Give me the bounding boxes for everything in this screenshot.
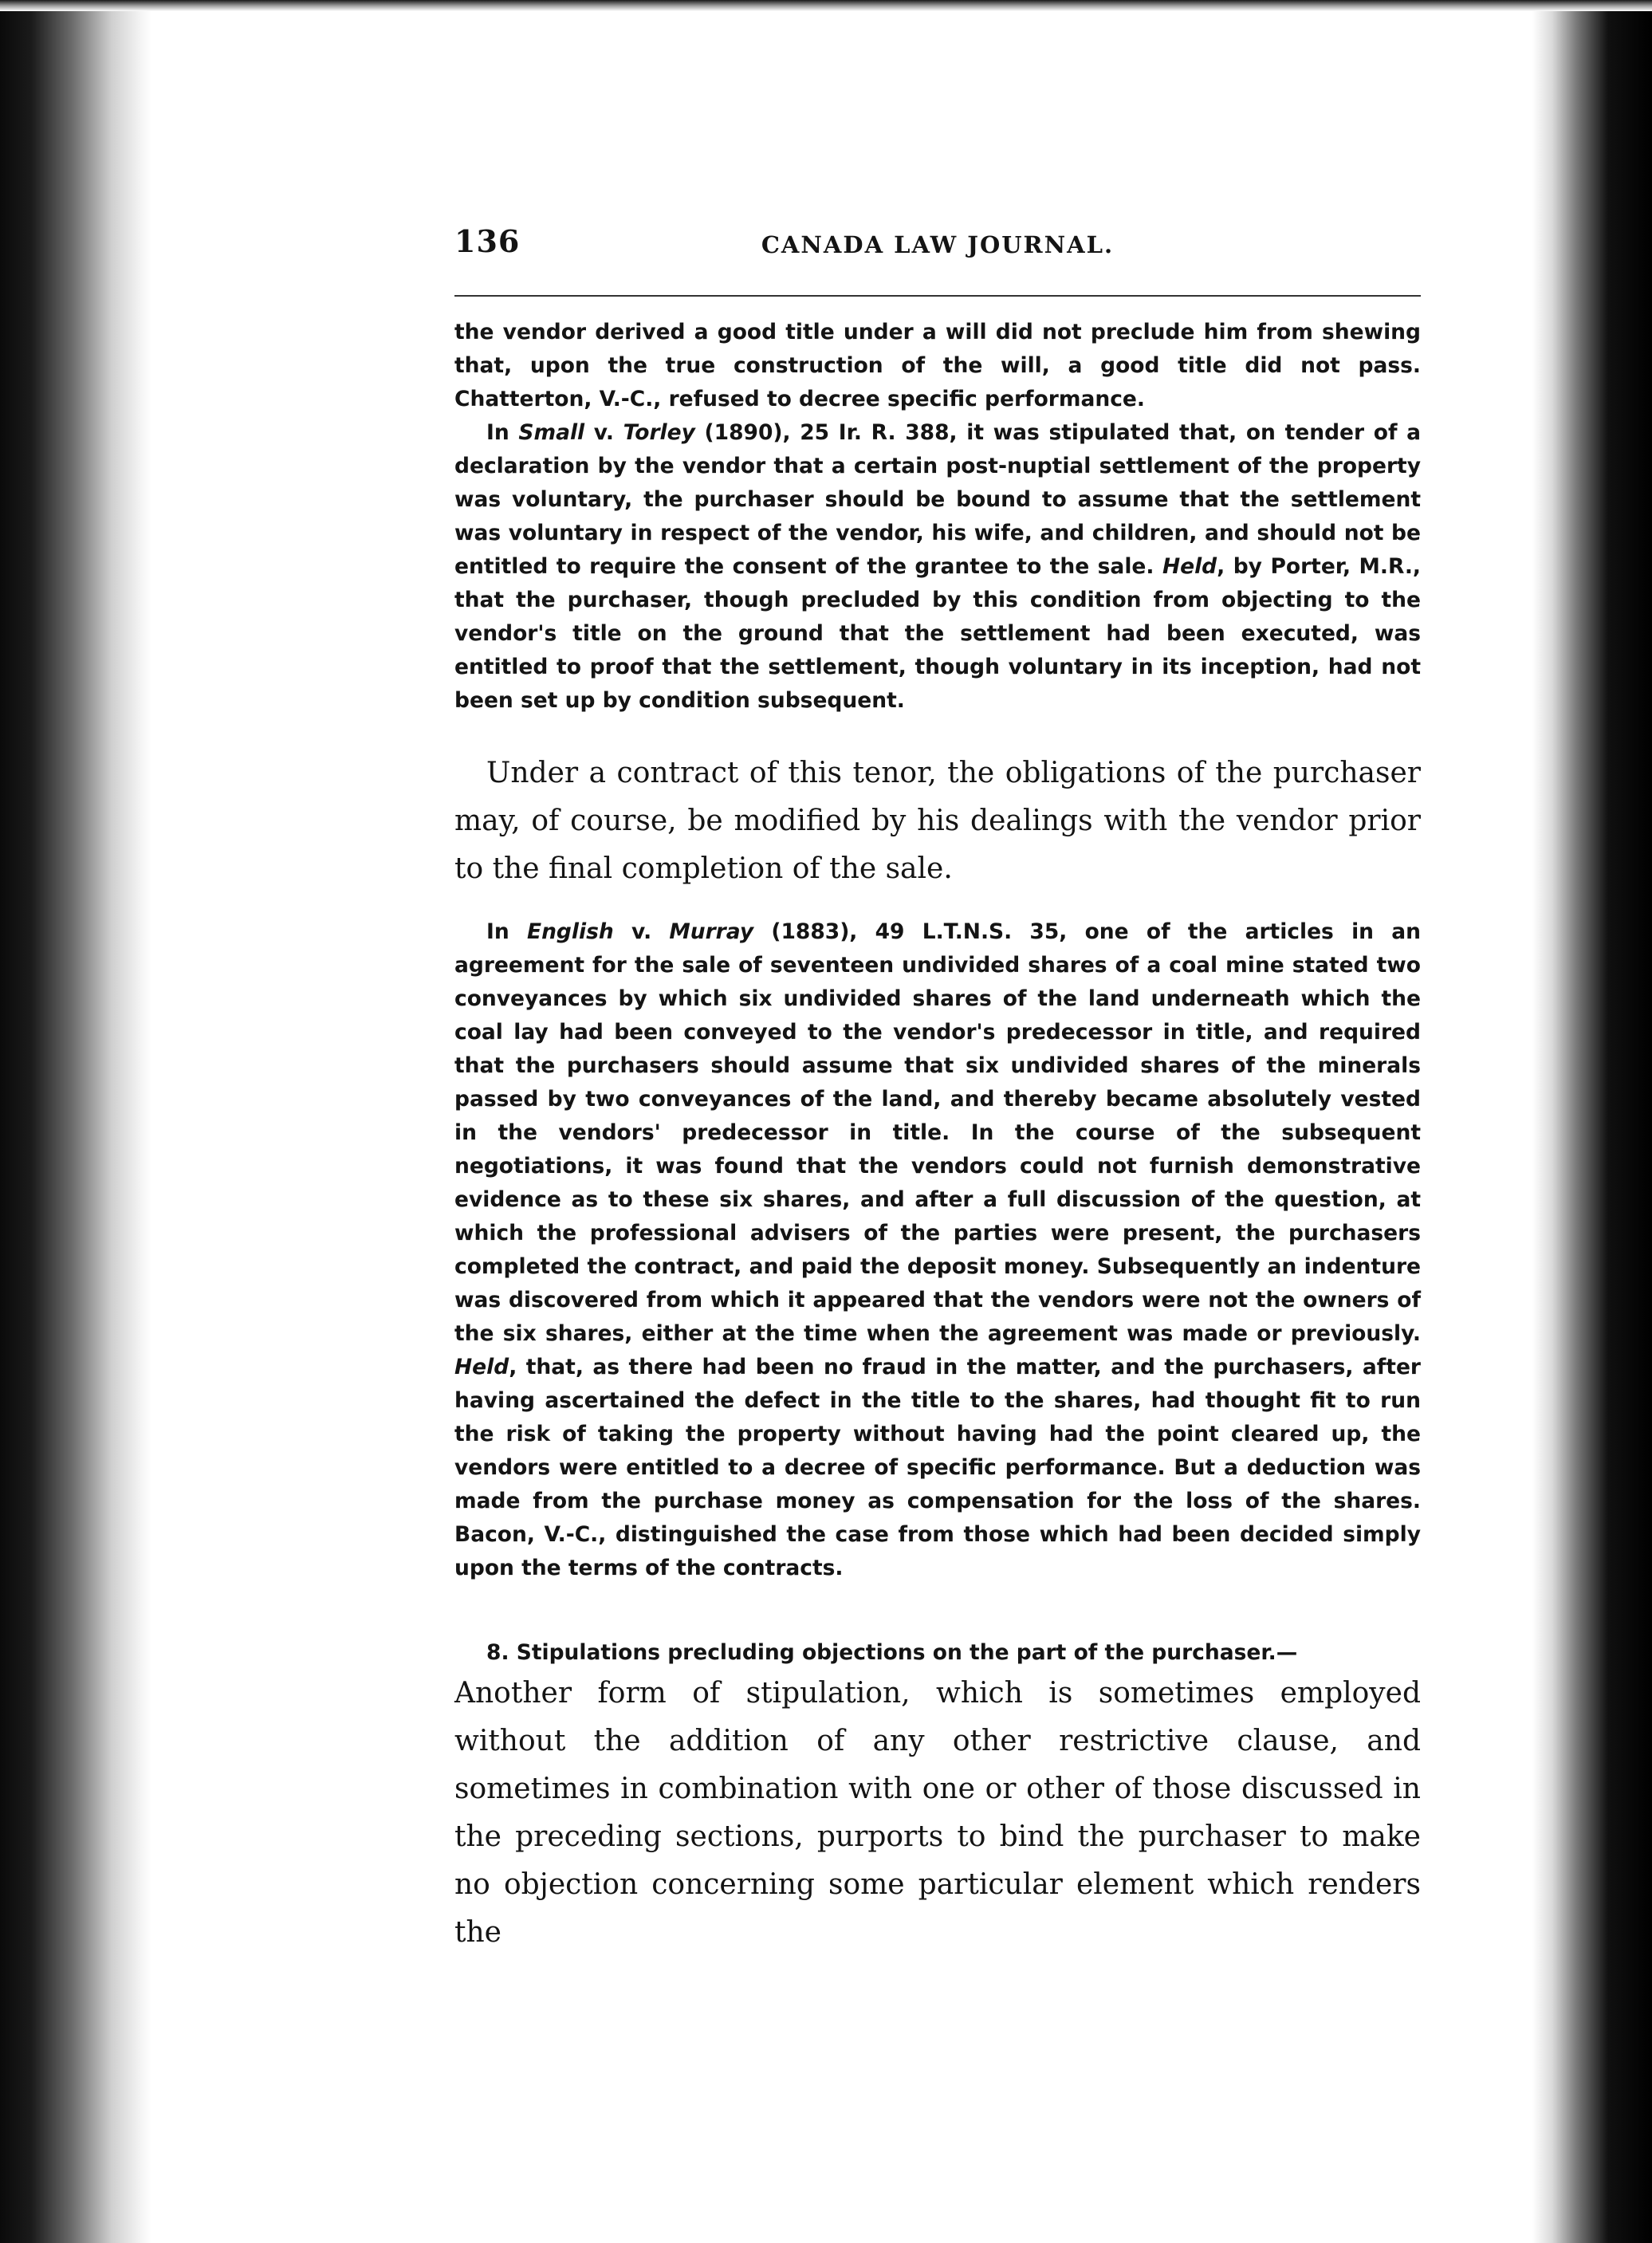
held-label: Held [1162, 554, 1217, 579]
case-name: Murray [669, 919, 754, 944]
header-rule [454, 295, 1421, 297]
text-run: In [486, 420, 519, 445]
text-run: (1883), 49 L.T.N.S. 35, one of the articles in an agreement for the sale of seventeen undivided shares of a coal mine stated two conveyances by which six undivided shares of the land underneath which the coal lay had been conveyed to the vendor's predecessor in title, and required that the purchasers should assume that six undivided shares of the minerals passed by two conveyances of the land, and thereby became absolutely vested in the vendors' predecessor in title. In the course of the subsequent negotiations, it was found that the vendors could not furnish demonstrative evidence as to these six shares, and after a full discussion of the question, at which the professional advisers of the parties were present, the purchasers completed the contract, and paid the deposit money. Subsequently an indenture was discovered from which it appeared that the vendors were not the owners of the six shares, either at the time when the agreement was made or previously. [454, 919, 1421, 1346]
section-8-body: Another form of stipulation, which is sometimes employed without the addition of any other restrictive clause, and sometimes in combination with one or other of those discussed in the preceding sections, purports to bind the purchaser to make no objection concerning some particular element which renders the [454, 1677, 1421, 1949]
section-8-heading: 8. Stipulations precluding objections on the part of the purchaser.— [486, 1640, 1298, 1665]
case-name: Torley [623, 420, 695, 445]
case-name: Small [518, 420, 585, 445]
paragraph-small-v-torley [454, 416, 1421, 718]
paragraph-english-v-murray [454, 915, 1421, 1585]
scan-right-edge-shadow [1532, 0, 1652, 2243]
text-run: (1890), 25 Ir. R. 388, it was stipulated that, on tender of a declaration by the vendor that a certain post-nuptial settlement of the property was voluntary, the purchaser should be bound to assume that the settlement was voluntary in respect of the vendor, his wife, and children, and should not be entitled to require the consent of the grantee to the sale. [454, 420, 1422, 579]
text-run: , that, as there had been no fraud in the matter, and the purchasers, after having ascertained the defect in the title to the shares, had thought fit to run the risk of taking the property without having had the point cleared up, the vendors were entitled to a decree of specific performance. But a deduction was made from the purchase money as compensation for the loss of the shares. Bacon, V.-C., distinguished the case from those which had been decided simply upon the terms of the contracts. [454, 1355, 1421, 1580]
paragraph-continuation: the vendor derived a good title under a will did not preclude him from shewing that, upon the true construction of the will, a good title did not pass. Chatterton, V.-C., refused to decree specific performance. [454, 320, 1421, 411]
text-run: In [486, 919, 527, 944]
journal-page [454, 223, 1421, 1957]
running-head-title: CANADA LAW JOURNAL. [761, 231, 1115, 258]
text-run: v. [584, 420, 623, 445]
held-label: Held [454, 1355, 509, 1379]
case-name: English [526, 919, 614, 944]
page-number: 136 [454, 223, 521, 259]
scan-top-edge-shadow [0, 0, 1652, 11]
page-header [454, 223, 1421, 263]
scan-left-edge-shadow [0, 0, 151, 2243]
paragraph-contract-tenor: Under a contract of this tenor, the obligations of the purchaser may, of course, be modified by his dealings with the vendor prior to the final completion of the sale. [454, 757, 1421, 885]
text-run: , by Porter, M.R., that the purchaser, though precluded by this condition from objecting to the vendor's title on the ground that the settlement had been executed, was entitled to proof that the settlement, though voluntary in its inception, had not been set up by condition subsequent. [454, 554, 1421, 713]
text-run: v. [613, 919, 670, 944]
